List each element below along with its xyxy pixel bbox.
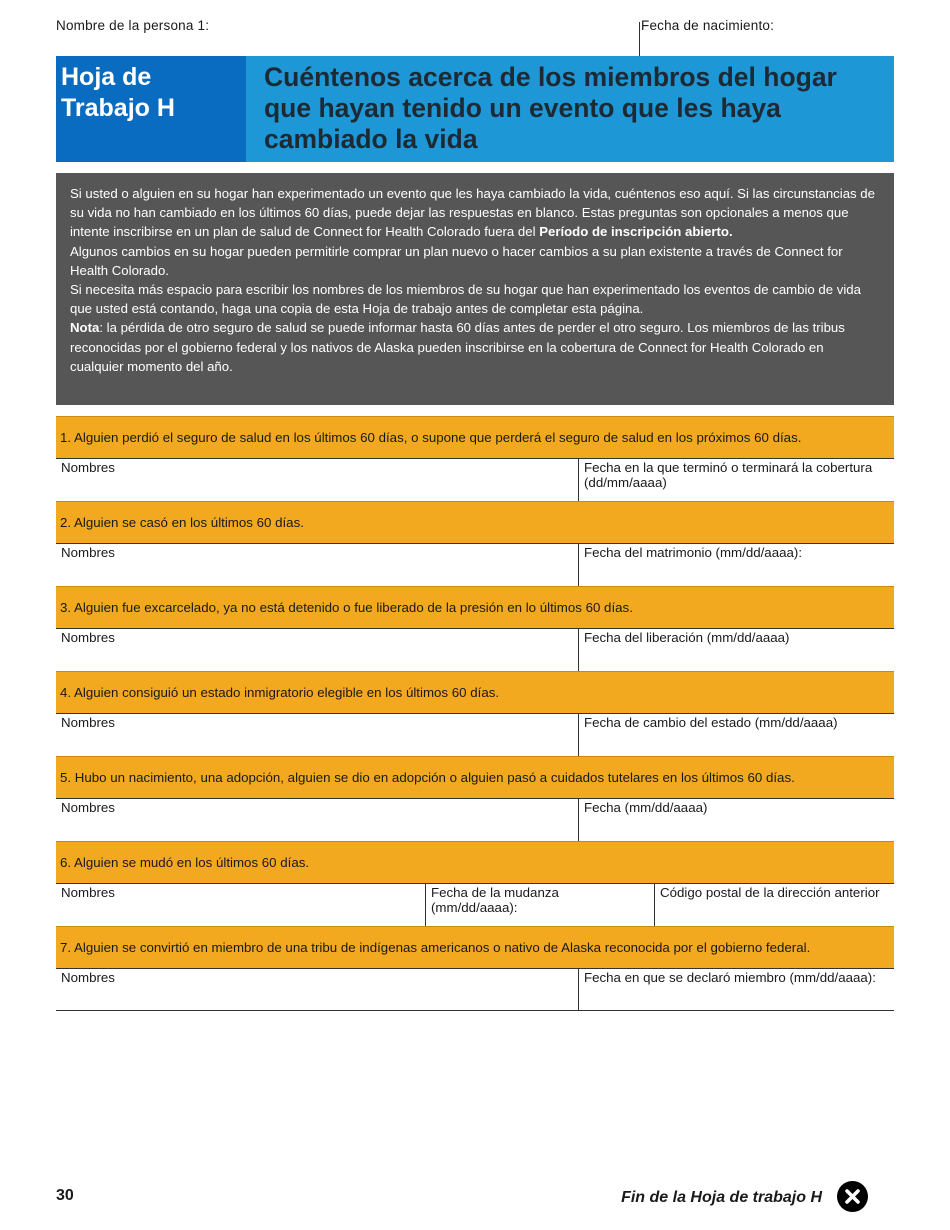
section-5-title: 5. Hubo un nacimiento, una adopción, alguien se dio en adopción o alguien pasó a cuidados tutelares en los últimos 60 días. [56,756,894,798]
section-1-fields [56,458,894,501]
page-title: Cuéntenos acerca de los miembros del hogar que hayan tenido un evento que les haya cambiado la vida [246,56,894,162]
instructions-paragraph-3: Si necesita más espacio para escribir los nombres de los miembros de su hogar que han experimentado los eventos de cambio de vida que usted está contando, haga una copia de esta Hoja de trabajo antes de completar esta página. [70,282,861,317]
close-x-circle-icon [837,1181,868,1212]
section-2-title: 2. Alguien se casó en los últimos 60 días. [56,501,894,543]
section-4-fields [56,713,894,756]
instructions-paragraph-2: Algunos cambios en su hogar pueden permitirle comprar un plan nuevo o hacer cambios a su plan existente a través de Connect for Health Colorado. [70,243,843,278]
section-7-membership-date-field[interactable]: Fecha en que se declaró miembro (mm/dd/aaaa): [578,969,894,1010]
section-1-title: 1. Alguien perdió el seguro de salud en los últimos 60 días, o supone que perderá el seguro de salud en los próximos 60 días. [56,416,894,458]
instructions-note: Nota: la pérdida de otro seguro de salud se puede informar hasta 60 días antes de perder el otro seguro. Los miembros de las tribus reconocidas por el gobierno federal y los nativos de Alaska pueden inscribirse en la cobertura de Connect for Health Colorado en cualquier momento del año. [70,320,845,374]
section-2-names-field[interactable]: Nombres [61,545,115,560]
section-2-marriage-date-field[interactable]: Fecha del matrimonio (mm/dd/aaaa): [578,544,894,586]
instructions-paragraph-1: Si usted o alguien en su hogar han experimentado un evento que les haya cambiado la vida, cuéntenos eso aquí. Si las circunstancias de su vida no han cambiado en los últimos 60 días, puede dejar las respuestas en blanco. Estas preguntas son opcionales a menos que intente inscribirse en un plan de salud de Connect for Health Colorado fuera del Período de inscripción abierto. [70,186,875,240]
instructions-box [56,173,894,405]
section-6-move-date-field[interactable]: Fecha de la mudanza (mm/dd/aaaa): [425,884,654,926]
section-6-fields [56,883,894,926]
section-2-fields [56,543,894,586]
top-fields [56,18,894,58]
section-3-release-date-field[interactable]: Fecha del liberación (mm/dd/aaaa) [578,629,894,671]
section-3-names-field[interactable]: Nombres [61,630,115,645]
person-name-label: Nombre de la persona 1: [56,18,210,33]
worksheet-label: Hoja de Trabajo H [56,56,246,162]
end-of-worksheet-text: Fin de la Hoja de trabajo H [621,1189,822,1206]
top-divider [639,22,640,56]
section-6-title: 6. Alguien se mudó en los últimos 60 días. [56,841,894,883]
section-7-names-field[interactable]: Nombres [61,970,115,985]
section-7-title: 7. Alguien se convirtió en miembro de una tribu de indígenas americanos o nativo de Alaska reconocida por el gobierno federal. [56,926,894,968]
section-5-date-field[interactable]: Fecha (mm/dd/aaaa) [578,799,894,841]
note-label: Nota [70,320,100,336]
section-3-title: 3. Alguien fue excarcelado, ya no está detenido o fue liberado de la presión en lo últimos 60 días. [56,586,894,628]
section-7-fields [56,968,894,1011]
dob-label: Fecha de nacimiento: [641,18,775,33]
section-6-names-field[interactable]: Nombres [61,885,115,900]
section-5-names-field[interactable]: Nombres [61,800,115,815]
page-number: 30 [56,1187,74,1204]
section-1-coverage-end-date-field[interactable]: Fecha en la que terminó o terminará la cobertura (dd/mm/aaaa) [578,459,894,501]
open-enrollment-term: Período de inscripción abierto. [539,224,733,240]
section-1-names-field[interactable]: Nombres [61,460,115,475]
section-4-names-field[interactable]: Nombres [61,715,115,730]
section-6-previous-zip-field[interactable]: Código postal de la dirección anterior [654,884,894,926]
section-4-title: 4. Alguien consiguió un estado inmigratorio elegible en los últimos 60 días. [56,671,894,713]
life-events-table [56,416,894,1011]
section-5-fields [56,798,894,841]
worksheet-header [56,56,894,162]
section-3-fields [56,628,894,671]
section-4-status-change-date-field[interactable]: Fecha de cambio del estado (mm/dd/aaaa) [578,714,894,756]
